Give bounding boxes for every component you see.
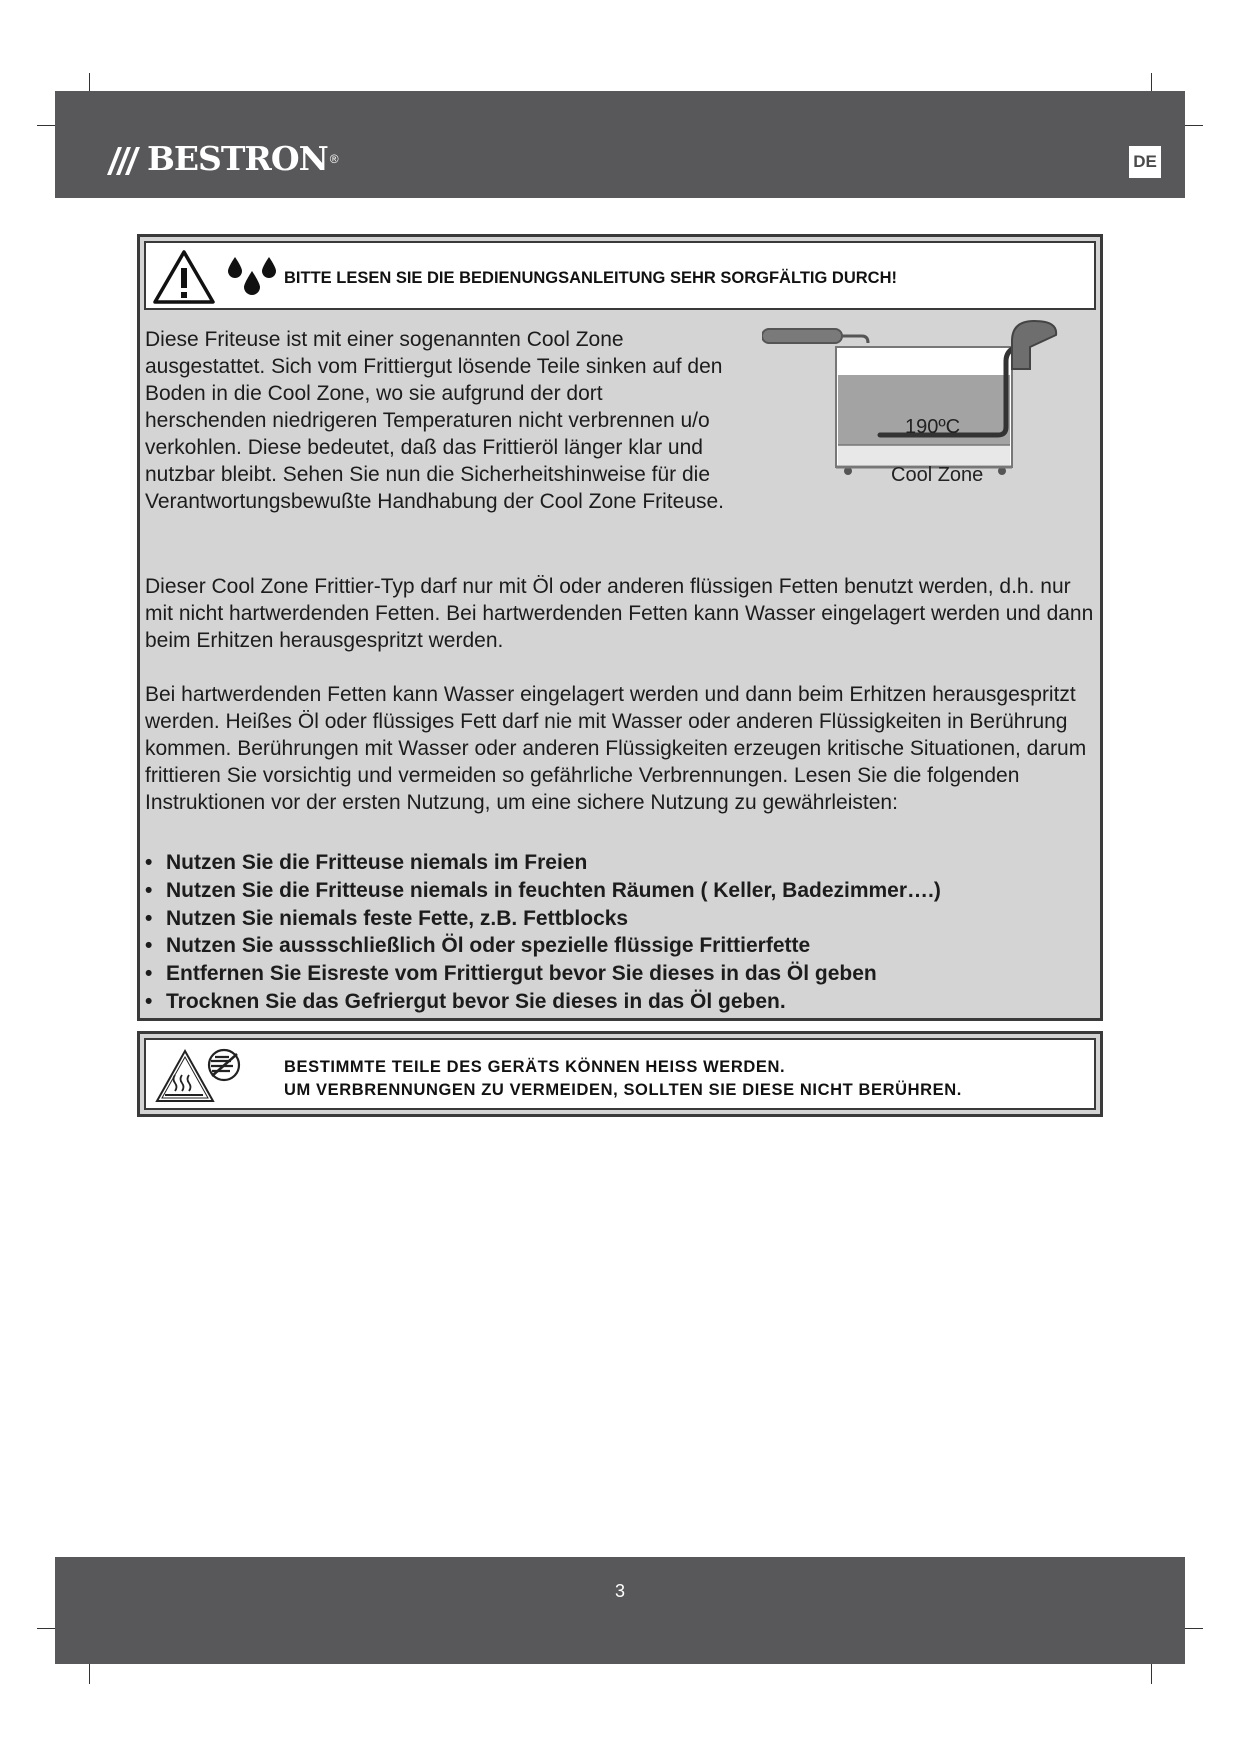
hot-surface-warning (144, 1038, 1096, 1110)
hot-surface-line-2: UM VERBRENNUNGEN ZU VERMEIDEN, SOLLTEN SIE DIESE NICHT BERÜHREN. (284, 1081, 962, 1099)
logo-chevrons-icon (105, 141, 141, 177)
rule-text: Nutzen Sie niemals feste Fette, z.B. Fettblocks (166, 906, 629, 930)
list-item (145, 849, 1095, 877)
bullet: • (145, 851, 153, 874)
bullet: • (145, 934, 153, 958)
rule-text: Nutzen Sie die Fritteuse niemals im Freien (166, 851, 588, 874)
header-bar (55, 91, 1185, 198)
list-item (145, 988, 1095, 1016)
language-badge: DE (1129, 146, 1161, 178)
bullet: • (145, 878, 153, 902)
hot-surface-icon (151, 1045, 251, 1105)
hot-surface-line-1: BESTIMMTE TEILE DES GERÄTS KÖNNEN HEISS WERDEN. (284, 1058, 786, 1076)
hot-surface-panel (137, 1031, 1103, 1117)
warning-header (144, 241, 1096, 310)
safety-panel (137, 234, 1103, 1021)
page-number: 3 (614, 1581, 625, 1601)
bullet: • (145, 989, 153, 1013)
registered-mark: ® (329, 151, 339, 166)
logo-text: BESTRON (147, 139, 328, 178)
paragraph-hard-fats: Bei hartwerdenden Fetten kann Wasser eingelagert werden und dann beim Erhitzen herausgespritzt werden. Heißes Öl oder flüssiges Fett darf nie mit Wasser oder anderen Flüssigkeiten in Berührung kommen. Berührungen mit Wasser oder anderen Flüssigkeiten erzeugen kritische Situationen, darum frittieren Sie vorsichtig und vermeiden so gefährliche Verbrennungen. Lesen Sie die folgenden Instruktionen vor der ersten Nutzung, um eine sichere Nutzung zu gewährleisten: (145, 683, 1087, 814)
bullet: • (145, 962, 153, 986)
oil-drops-icon (225, 255, 281, 301)
hot-surface-text (284, 1056, 962, 1102)
cool-zone-label: Cool Zone (891, 464, 984, 486)
rule-text: Nutzen Sie aussschließlich Öl oder spezielle flüssige Frittierfette (166, 934, 811, 958)
paragraph-oil-type: Dieser Cool Zone Frittier-Typ darf nur mit Öl oder anderen flüssigen Fetten benutzt werden, d.h. nur mit nicht hartwerdenden Fetten. Bei hartwerdenden Fetten kann Wasser eingelagert werden und dann beim Erhitzen herausgespritzt werden. (145, 575, 1094, 652)
oil-temperature-label: 190ºC (905, 416, 961, 438)
rule-text: Trocknen Sie das Gefriergut bevor Sie dieses in das Öl geben. (166, 989, 786, 1013)
rule-text: Entfernen Sie Eisreste vom Frittiergut bevor Sie dieses in das Öl geben (166, 962, 877, 986)
warning-triangle-icon (151, 248, 217, 306)
rule-text: Nutzen Sie die Fritteuse niemals in feuchten Räumen ( Keller, Badezimmer….) (166, 878, 941, 902)
intro-paragraph: Diese Friteuse ist mit einer sogenannten Cool Zone ausgestattet. Sich vom Frittiergut lösende Teile sinken auf den Boden in die Cool Zone, wo sie aufgrund der dort herschenden niedrigeren Temperaturen nicht verbrennen u/o verkohlen. Diese bedeutet, daß das Frittieröl länger klar und nutzbar bleibt. Sehen Sie nun die Sicherheitshinweise für die Verantwortungsbewußte Handhabung der Cool Zone Friteuse. (145, 328, 725, 513)
list-item (145, 932, 1095, 960)
brand-logo (105, 139, 339, 178)
list-item (145, 960, 1095, 988)
safety-rules-list (145, 849, 1095, 1016)
warning-title: BITTE LESEN SIE DIE BEDIENUNGSANLEITUNG SEHR SORGFÄLTIG DURCH! (284, 269, 897, 287)
no-touch-hand-icon (209, 1050, 239, 1080)
footer-bar (55, 1557, 1185, 1664)
list-item (145, 877, 1095, 905)
list-item (145, 905, 1095, 933)
bullet: • (145, 906, 153, 930)
